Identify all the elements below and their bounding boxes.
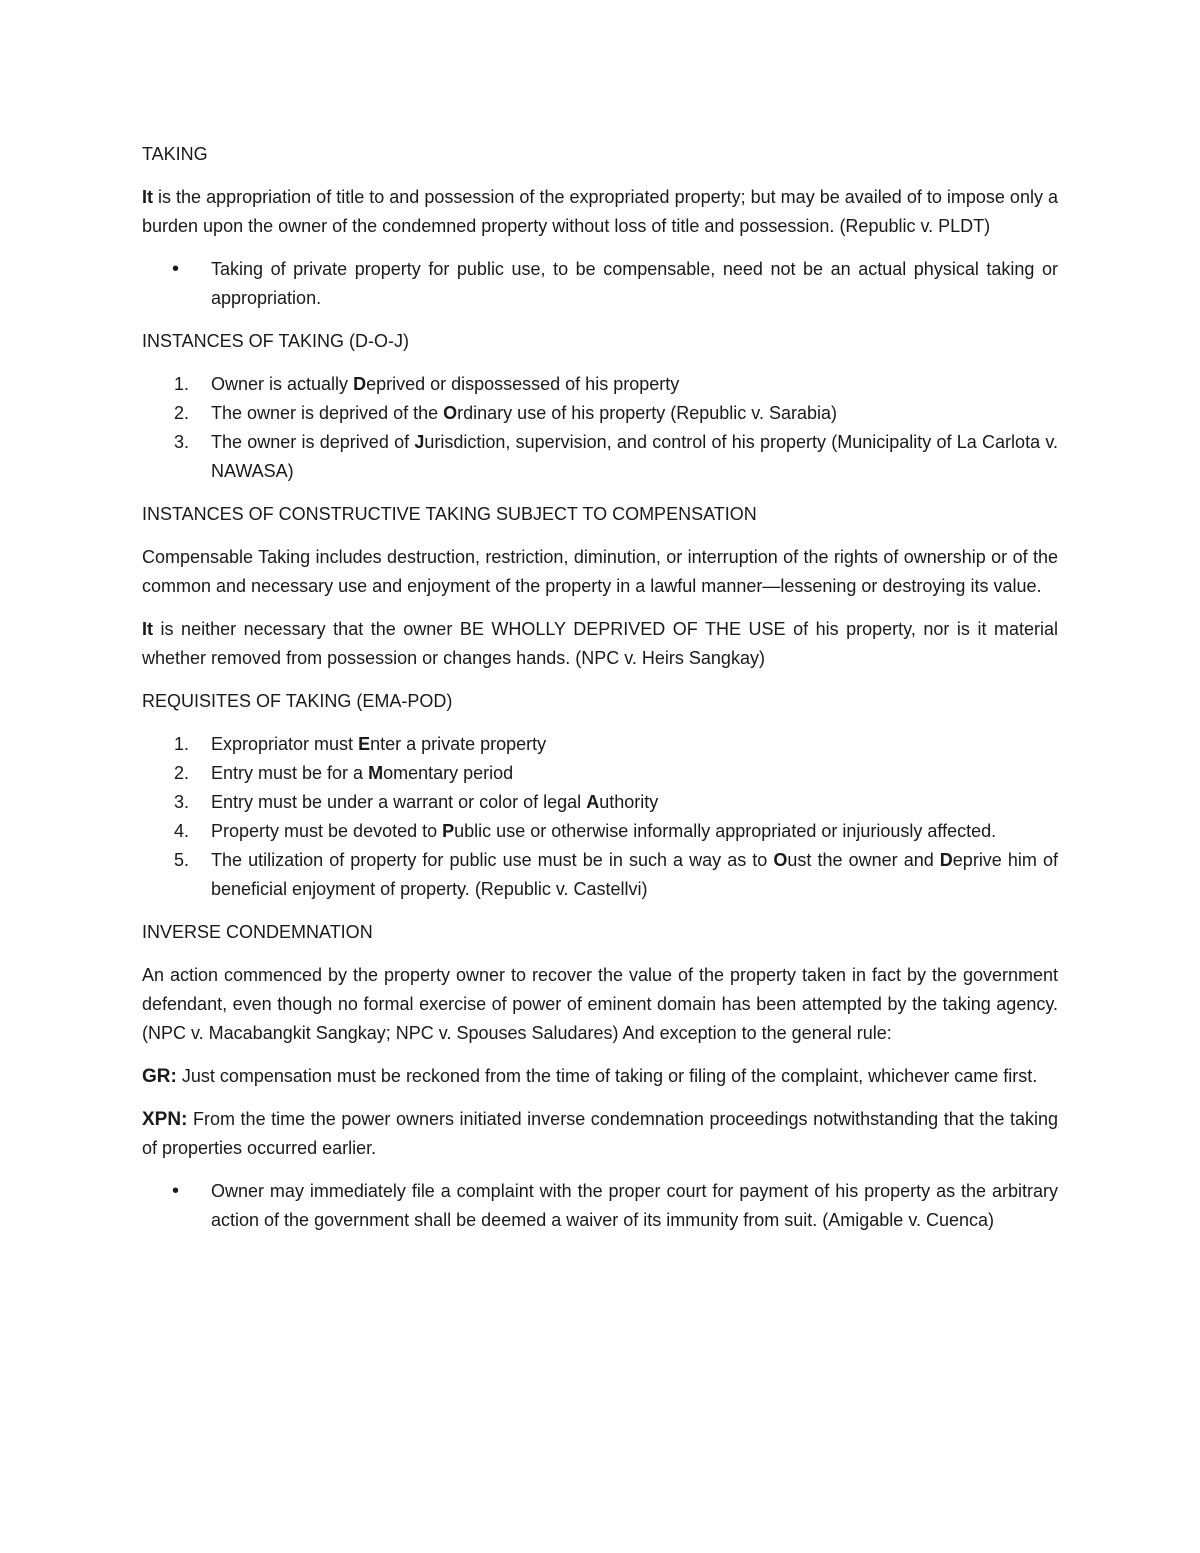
taking-definition-lead: It [142,187,153,207]
inverse-bullet-list [142,1177,1058,1235]
heading-instances-of-taking: INSTANCES OF TAKING (D-O-J) [142,331,410,351]
general-rule [142,1062,1058,1091]
item-key-letter: P [442,821,455,841]
item-text: Property must be devoted to [211,821,443,841]
item-key-letter: M [368,763,384,783]
general-rule-text: Just compensation must be reckoned from the time of taking or filing of the complaint, whichever came first. [176,1066,1038,1086]
list-number: 3. [174,432,190,452]
list-number: 4. [174,821,190,841]
item-text: Entry must be under a warrant or color of legal [211,792,587,812]
heading-requisites: REQUISITES OF TAKING (EMA-POD) [142,691,453,711]
item-key-letter: E [358,734,371,754]
heading-inverse-condemnation: INVERSE CONDEMNATION [142,922,373,942]
item-text: ublic use or otherwise informally appropriated or injuriously affected. [454,821,997,841]
constructive-paragraph-1: Compensable Taking includes destruction, restriction, diminution, or interruption of the rights of ownership or of the common and necessary use and enjoyment of the property in a lawful manner—lessening or destroying its value. [142,547,1058,596]
list-item [142,788,1058,817]
item-text: eprived or dispossessed of his property [366,374,680,394]
heading-constructive-taking: INSTANCES OF CONSTRUCTIVE TAKING SUBJECT TO COMPENSATION [142,504,757,524]
general-rule-label: GR: [142,1066,177,1087]
list-number: 1. [174,734,190,754]
document-page [142,140,1058,1249]
list-number: 3. [174,792,190,812]
item-text: The owner is deprived of [211,432,415,452]
item-text: omentary period [383,763,514,783]
taking-definition-text: is the appropriation of title to and possession of the expropriated property; but may be availed of to impose only a burden upon the owner of the condemned property without loss of title and possession. (Republic v. PLDT) [142,187,1058,236]
taking-bullet-list [142,255,1058,313]
item-text: The owner is deprived of the [211,403,444,423]
item-text: eprive him of beneficial enjoyment of property. (Republic v. Castellvi) [211,850,1058,899]
item-text: ust the owner and [787,850,940,870]
taking-definition [142,183,1058,241]
constructive-paragraph-2-text: is neither necessary that the owner BE WHOLLY DEPRIVED OF THE USE of his property, nor is it material whether removed from possession or changes hands. (NPC v. Heirs Sangkay) [142,619,1058,668]
item-text: uthority [599,792,659,812]
inverse-paragraph: An action commenced by the property owner to recover the value of the property taken in fact by the government defendant, even though no formal exercise of power of eminent domain has been attempted by the taking agency. (NPC v. Macabangkit Sangkay; NPC v. Spouses Saludares) And exception to the general rule: [142,965,1058,1043]
list-number: 2. [174,763,190,783]
list-item [142,817,1058,846]
bullet-icon: • [172,1180,180,1202]
item-text: The utilization of property for public use must be in such a way as to [211,850,774,870]
requisites-list [142,730,1058,904]
list-item [142,730,1058,759]
list-item [142,1177,1058,1235]
item-text: Entry must be for a [211,763,369,783]
item-key-letter: O [773,850,788,870]
item-key-letter: A [586,792,600,812]
exception-label: XPN: [142,1109,188,1130]
list-item [142,399,1058,428]
item-text: Expropriator must [211,734,359,754]
list-number: 2. [174,403,190,423]
item-key-letter: J [414,432,425,452]
constructive-paragraph-2-lead: It [142,619,153,639]
exception [142,1105,1058,1163]
heading-taking: TAKING [142,144,208,164]
instances-list [142,370,1058,486]
item-key-letter: D [353,374,367,394]
constructive-paragraph-2 [142,615,1058,673]
item-text: rdinary use of his property (Republic v. Sarabia) [457,403,837,423]
list-item [142,846,1058,904]
list-item [142,428,1058,486]
bullet-text: Taking of private property for public use, to be compensable, need not be an actual physical taking or appropriation. [211,259,1058,308]
list-item [142,255,1058,313]
list-number: 5. [174,850,190,870]
bullet-text: Owner may immediately file a complaint with the proper court for payment of his property as the arbitrary action of the government shall be deemed a waiver of its immunity from suit. (Amigable v. Cuenca) [211,1181,1058,1230]
list-item [142,370,1058,399]
item-text: urisdiction, supervision, and control of his property (Municipality of La Carlota v. NAWASA) [211,432,1058,481]
list-number: 1. [174,374,190,394]
item-text: nter a private property [370,734,547,754]
item-key-letter: O [443,403,458,423]
item-key-letter: D [939,850,953,870]
item-text: Owner is actually [211,374,354,394]
exception-text: From the time the power owners initiated inverse condemnation proceedings notwithstanding that the taking of properties occurred earlier. [142,1109,1058,1158]
bullet-icon: • [172,258,180,280]
list-item [142,759,1058,788]
